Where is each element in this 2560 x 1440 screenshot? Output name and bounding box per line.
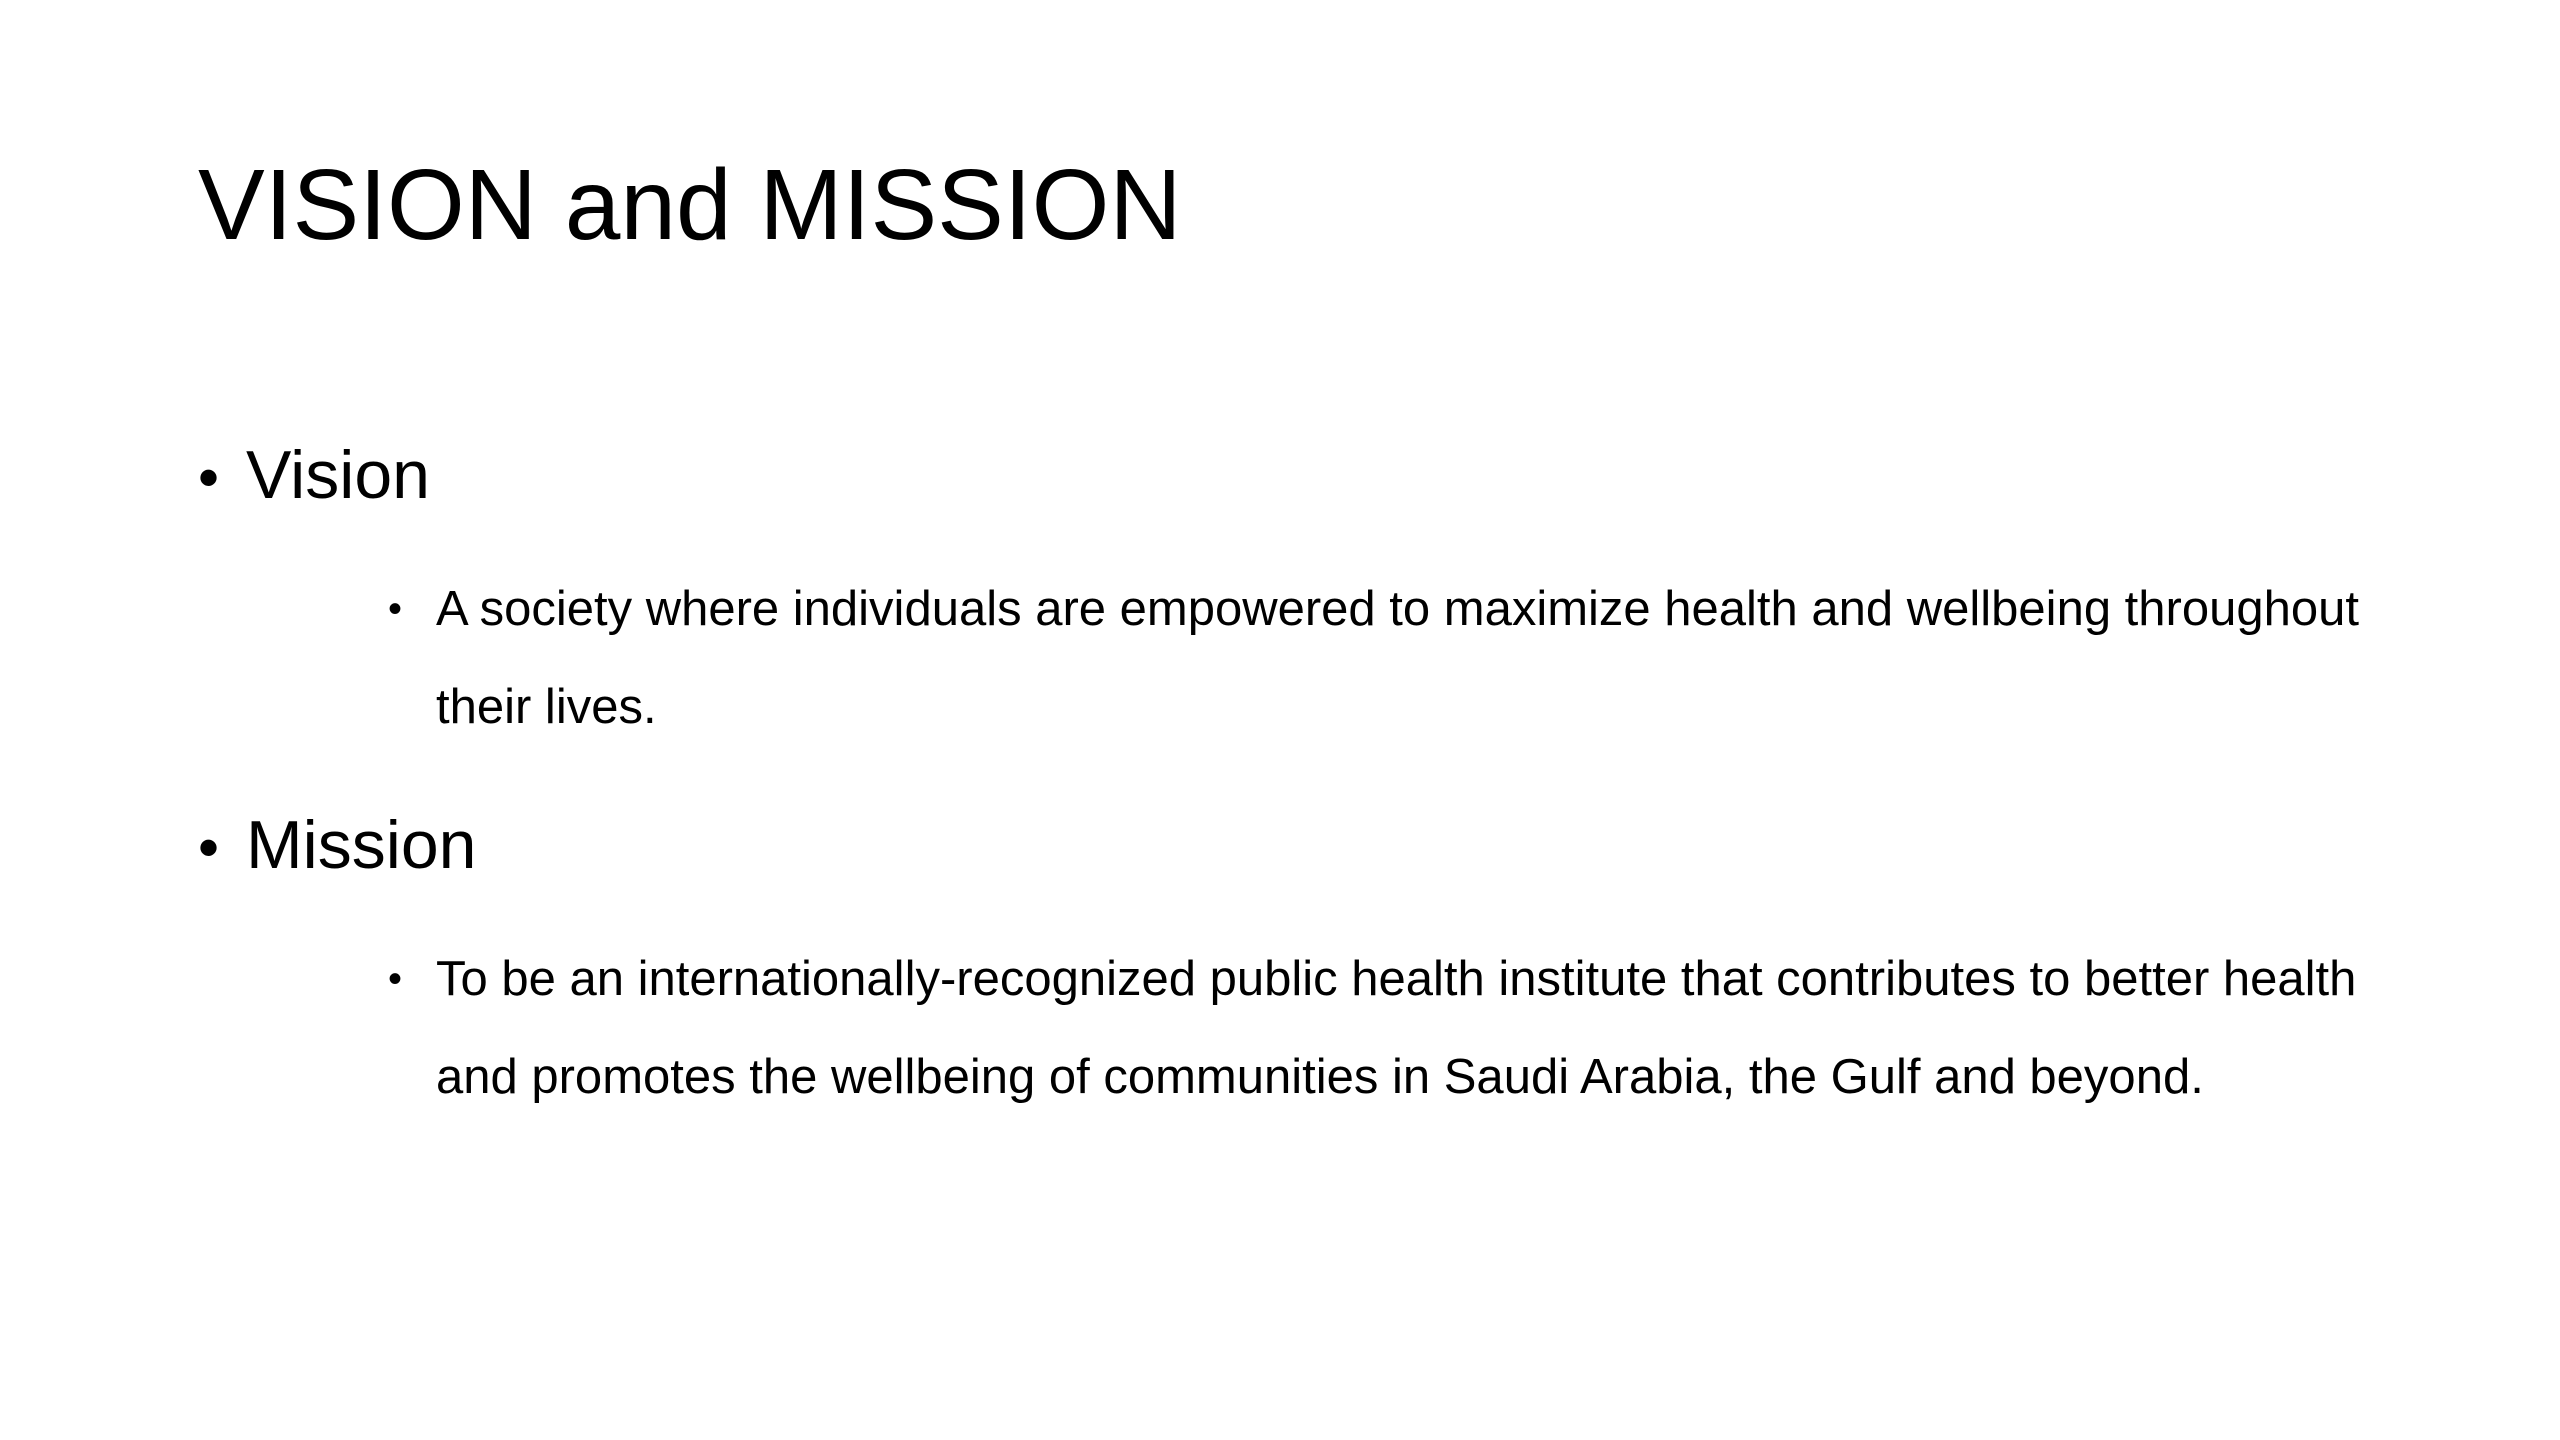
heading-vision-text: Vision: [246, 437, 430, 513]
bullet-item-vision: [388, 560, 2438, 756]
bullet-heading-vision: [198, 435, 2458, 518]
slide-title: VISION and MISSION: [198, 149, 1182, 261]
bullet-glyph: •: [388, 587, 403, 631]
section-mission: [198, 805, 2458, 1126]
bullet-glyph: •: [388, 957, 403, 1001]
section-vision: [198, 435, 2458, 756]
heading-mission-text: Mission: [246, 807, 477, 883]
bullet-glyph: •: [198, 814, 220, 881]
bullet-heading-mission: [198, 805, 2458, 888]
bullet-glyph: •: [198, 444, 220, 511]
mission-statement: To be an internationally-recognized public health institute that contributes to better health and promotes the wellbeing of communities in Saudi Arabia, the Gulf and beyond.: [436, 952, 2357, 1104]
vision-statement: A society where individuals are empowered to maximize health and wellbeing throughout their lives.: [436, 582, 2359, 734]
bullet-item-mission: [388, 930, 2438, 1126]
